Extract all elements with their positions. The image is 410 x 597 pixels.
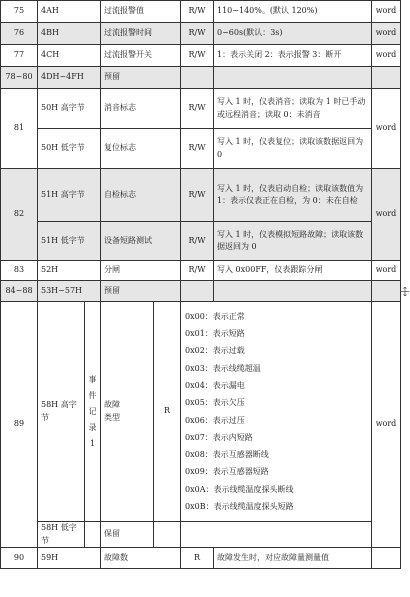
access-mode: R/W	[181, 89, 214, 129]
table-row	[1, 281, 401, 302]
table-row	[1, 129, 401, 169]
row-index: 84~88	[1, 281, 38, 302]
move-handle-icon	[401, 287, 409, 296]
access-mode: R/W	[181, 169, 214, 222]
access-mode: R	[181, 548, 214, 569]
register-description: 0~60s(默认：3s)	[214, 23, 372, 45]
row-index: 77	[1, 45, 38, 67]
register-address: 4AH	[38, 1, 101, 23]
data-type: word	[372, 23, 401, 45]
fault-code-item: 0x00：表示正常	[185, 311, 245, 321]
row-index: 81	[1, 89, 38, 169]
register-name: 保留	[101, 522, 154, 548]
data-type: word	[372, 169, 401, 261]
fault-code-item: 0x01：表示短路	[185, 329, 245, 339]
register-description: 110~140%。(默认 120%)	[214, 1, 372, 23]
register-name: 过流报警时间	[101, 23, 181, 45]
fault-code-item: 0x0B：表示线缆温度探头短路	[185, 501, 294, 511]
table-row	[1, 302, 401, 522]
register-name: 故障数	[101, 548, 181, 569]
data-type: word	[372, 89, 401, 169]
row-index: 78~80	[1, 67, 38, 89]
register-address: 51H 低字节	[38, 222, 101, 261]
fault-code-item: 0x0A：表示线缆温度探头断线	[185, 484, 294, 494]
register-address: 51H 高字节	[38, 169, 101, 222]
access-mode: R/W	[181, 1, 214, 23]
table-row	[1, 1, 401, 23]
register-address: 50H 低字节	[38, 129, 101, 169]
register-address: 53H~57H	[38, 281, 101, 302]
fault-code-item: 0x07：表示内短路	[185, 432, 253, 442]
table-row	[1, 89, 401, 129]
register-description: 写入 1 时，仪表模拟短路故障；读取该数据返回为 0	[214, 222, 372, 261]
register-address: 4DH~4FH	[38, 67, 101, 89]
register-address: 58H 低字节	[38, 522, 85, 548]
register-description: 写入 0x00FF，仪表跟踪分闸	[214, 261, 372, 281]
table-row	[1, 45, 401, 67]
data-type: word	[372, 1, 401, 23]
table-row	[1, 222, 401, 261]
fault-code-item: 0x03：表示线缆超温	[185, 363, 261, 373]
event-record-group-label: 事 件 记 录 1	[85, 302, 101, 522]
table-row	[1, 23, 401, 45]
register-name: 预留	[101, 67, 181, 89]
access-mode: R/W	[181, 45, 214, 67]
fault-code-list	[181, 302, 372, 522]
fault-code-item: 0x05：表示欠压	[185, 398, 245, 408]
register-address: 58H 高字节	[38, 302, 85, 522]
register-description: 写入 1 时，仪表启动自检；读取该数值为 1：表示仪表正在自检，为 0：未在自检	[214, 169, 372, 222]
register-address: 50H 高字节	[38, 89, 101, 129]
register-address: 59H	[38, 548, 101, 569]
register-name: 复位标志	[101, 129, 181, 169]
fault-code-item: 0x09：表示互感器短路	[185, 467, 269, 477]
register-name: 自检标志	[101, 169, 181, 222]
fault-code-item: 0x04：表示漏电	[185, 380, 245, 390]
fault-code-item: 0x02：表示过载	[185, 346, 245, 356]
fault-code-item: 0x08：表示互感器断线	[185, 450, 269, 460]
register-name: 设备短路测试	[101, 222, 181, 261]
fault-code-item: 0x06：表示过压	[185, 415, 245, 425]
data-type: word	[372, 261, 401, 281]
register-address: 52H	[38, 261, 101, 281]
register-name: 预留	[101, 281, 181, 302]
access-mode: R	[154, 302, 181, 522]
register-description: 写入 1 时，仪表复位；读取该数据返回为 0	[214, 129, 372, 169]
register-name: 过流报警值	[101, 1, 181, 23]
register-name: 过流报警开关	[101, 45, 181, 67]
register-name: 分闸	[101, 261, 181, 281]
access-mode: R/W	[181, 261, 214, 281]
table-row	[1, 522, 401, 548]
register-description: 1：表示关闭 2：表示报警 3：断开	[214, 45, 372, 67]
register-description: 故障发生时，对应故障量测量值	[214, 548, 372, 569]
table-row	[1, 548, 401, 569]
row-index: 89	[1, 302, 38, 548]
row-index: 83	[1, 261, 38, 281]
table-row	[1, 261, 401, 281]
data-type: word	[372, 302, 401, 548]
row-index: 75	[1, 1, 38, 23]
table-row	[1, 169, 401, 222]
access-mode: R/W	[181, 129, 214, 169]
register-description: 写入 1 时，仪表消音；读取为 1 时已手动或远程消音；读取 0：未消音	[214, 89, 372, 129]
access-mode: R/W	[181, 23, 214, 45]
access-mode: R/W	[181, 222, 214, 261]
row-index: 82	[1, 169, 38, 261]
table-row	[1, 67, 401, 89]
register-address: 4CH	[38, 45, 101, 67]
row-index: 76	[1, 23, 38, 45]
register-name: 故障 类型	[101, 302, 154, 522]
register-address: 4BH	[38, 23, 101, 45]
register-name: 消音标志	[101, 89, 181, 129]
data-type: word	[372, 45, 401, 67]
row-index: 90	[1, 548, 38, 569]
